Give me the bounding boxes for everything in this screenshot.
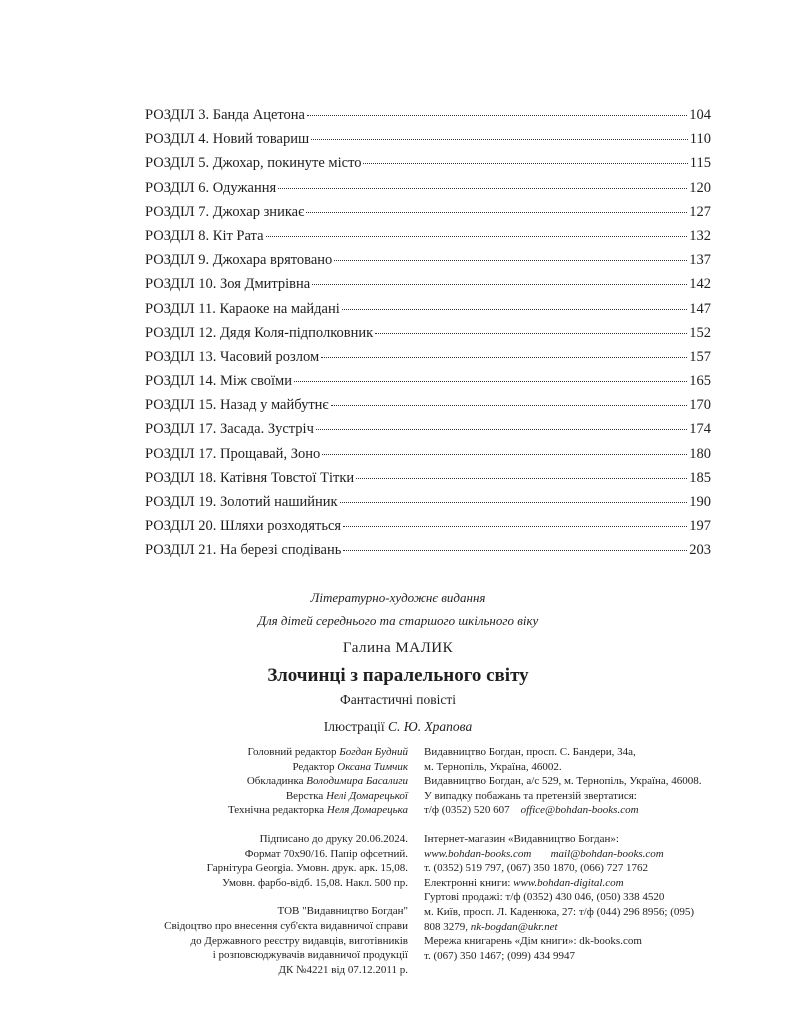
toc-leader-dots xyxy=(356,478,687,479)
kyiv-contact-line xyxy=(424,920,734,935)
illustrations-line xyxy=(0,719,796,735)
publisher-address: м. Тернопіль, Україна, 46002. xyxy=(424,760,562,773)
shop-label: Інтернет-магазин «Видавництво Богдан»: xyxy=(424,832,619,845)
book-subtitle: Фантастичні повісті xyxy=(340,692,456,707)
shop-phones: т. (0352) 519 797, (067) 350 1870, (066) 727 1762 xyxy=(424,862,648,875)
toc-leader-dots xyxy=(375,333,687,334)
publisher-info-line: і розповсюджувачів видавничої продукції xyxy=(212,949,408,962)
ebooks-label: Електронні книги: xyxy=(424,876,511,889)
toc-entry-page: 104 xyxy=(689,107,711,123)
toc-leader-dots xyxy=(322,454,687,455)
toc-leader-dots xyxy=(363,163,687,164)
toc-entry-page: 142 xyxy=(689,276,711,293)
bookstore-network-line: Мережа книгарень «Дім книги»: dk-books.com xyxy=(424,935,642,948)
credits-column xyxy=(108,745,408,977)
ebooks-line xyxy=(424,876,734,891)
toc-entry-page: 147 xyxy=(689,300,711,317)
publisher-info-line: ДК №4221 від 07.12.2011 р. xyxy=(278,963,408,976)
table-of-contents xyxy=(145,107,711,567)
toc-entry-page: 174 xyxy=(689,421,711,438)
credit-role: Верстка xyxy=(285,789,324,802)
toc-entry-page: 157 xyxy=(689,348,711,365)
kyiv-email-link[interactable]: nk-bogdan@ukr.net xyxy=(470,920,558,933)
toc-entry-title: РОЗДІЛ 19. Золотий нашийник xyxy=(145,494,338,510)
author-name: Галина МАЛИК xyxy=(342,640,454,656)
credit-line xyxy=(108,789,408,804)
toc-entry-title: РОЗДІЛ 15. Назад у майбутнє xyxy=(145,397,329,414)
credit-role: Обкладинка xyxy=(246,775,304,788)
credit-line xyxy=(108,803,408,818)
toc-leader-dots xyxy=(307,115,687,116)
credit-role: Редактор xyxy=(292,760,335,773)
shop-site-link[interactable]: www.bohdan-books.com xyxy=(424,847,532,860)
credit-name: Нелі Домарецької xyxy=(326,789,408,802)
toc-entry-title: РОЗДІЛ 6. Одужання xyxy=(145,179,277,196)
toc-entry-page: 203 xyxy=(689,542,711,559)
toc-entry-page: 132 xyxy=(689,227,711,244)
toc-entry-title: РОЗДІЛ 18. Катівня Товстої Тітки xyxy=(145,469,355,486)
toc-entry-page: 180 xyxy=(689,445,711,462)
credit-line xyxy=(108,745,408,760)
toc-entry xyxy=(145,301,711,325)
print-info-line: Умовн. фарбо-відб. 15,08. Накл. 500 пр. xyxy=(222,876,408,889)
toc-entry-page: 190 xyxy=(689,494,711,510)
toc-entry-title: РОЗДІЛ 12. Дядя Коля-підполковник xyxy=(145,324,374,341)
shop-contact-line xyxy=(424,847,734,862)
toc-entry-page: 185 xyxy=(689,469,711,486)
toc-leader-dots xyxy=(316,429,687,430)
toc-entry-page: 127 xyxy=(689,203,711,220)
publisher-info-line: ТОВ "Видавництво Богдан" xyxy=(277,905,408,918)
toc-leader-dots xyxy=(294,381,687,382)
toc-leader-dots xyxy=(340,502,688,503)
toc-leader-dots xyxy=(278,188,687,189)
toc-leader-dots xyxy=(331,405,688,406)
toc-leader-dots xyxy=(311,139,688,140)
illustrations-label: Ілюстрації xyxy=(323,719,385,734)
claims-note: У випадку побажань та претензій звертатися: xyxy=(424,789,637,802)
toc-leader-dots xyxy=(266,236,688,237)
toc-entry-title: РОЗДІЛ 21. На березі сподівань xyxy=(145,542,342,559)
spacer xyxy=(424,818,734,832)
toc-entry-title: РОЗДІЛ 14. Між своїми xyxy=(145,373,292,390)
toc-entry-title: РОЗДІЛ 3. Банда Ацетона xyxy=(145,107,305,123)
toc-entry-page: 110 xyxy=(689,131,711,148)
toc-entry xyxy=(145,204,711,228)
target-audience: Для дітей середнього та старшого шкільного віку xyxy=(257,613,539,628)
publisher-postal-address: Видавництво Богдан, а/с 529, м. Тернопіль, Україна, 46008. xyxy=(424,775,702,788)
toc-entry-title: РОЗДІЛ 4. Новий товариш xyxy=(145,131,310,148)
toc-entry xyxy=(145,228,711,252)
toc-entry xyxy=(145,446,711,470)
kyiv-phone: 808 3279, xyxy=(424,920,468,933)
toc-entry xyxy=(145,325,711,349)
kyiv-address-line: м. Київ, просп. Л. Каденюка, 27: т/ф (044) 296 8956; (095) xyxy=(424,905,695,918)
print-info-line: Підписано до друку 20.06.2024. xyxy=(259,832,408,845)
toc-leader-dots xyxy=(343,550,687,551)
toc-entry xyxy=(145,155,711,179)
illustrator-name: С. Ю. Храпова xyxy=(388,719,473,734)
toc-entry-title: РОЗДІЛ 8. Кіт Рата xyxy=(145,227,264,244)
toc-entry xyxy=(145,180,711,204)
toc-entry-title: РОЗДІЛ 7. Джохар зникає xyxy=(145,203,305,220)
toc-entry xyxy=(145,542,711,566)
toc-leader-dots xyxy=(306,212,687,213)
publisher-address: Видавництво Богдан, просп. С. Бандери, 34а, xyxy=(424,746,636,758)
toc-entry xyxy=(145,349,711,373)
credit-role: Технічна редакторка xyxy=(228,804,325,817)
toc-entry-title: РОЗДІЛ 9. Джохара врятовано xyxy=(145,252,333,269)
ebooks-site-link[interactable]: www.bohdan-digital.com xyxy=(513,876,624,889)
toc-entry-title: РОЗДІЛ 20. Шляхи розходяться xyxy=(145,518,342,535)
toc-entry xyxy=(145,276,711,300)
toc-leader-dots xyxy=(312,284,687,285)
toc-entry-page: 197 xyxy=(689,518,711,535)
toc-entry-title: РОЗДІЛ 13. Часовий розлом xyxy=(145,348,320,365)
toc-entry-title: РОЗДІЛ 11. Караоке на майдані xyxy=(145,300,340,317)
toc-entry xyxy=(145,107,711,131)
publisher-info-line: до Державного реєстру видавців, виготівників xyxy=(190,934,408,947)
edition-genre: Літературно-художнє видання xyxy=(310,590,486,605)
contacts-column xyxy=(424,745,734,963)
toc-entry-page: 115 xyxy=(689,155,711,172)
toc-leader-dots xyxy=(342,309,687,310)
credit-role: Головний редактор xyxy=(247,746,337,758)
toc-leader-dots xyxy=(343,526,687,527)
toc-entry xyxy=(145,421,711,445)
print-info-line: Формат 70x90/16. Папір офсетний. xyxy=(244,847,408,860)
shop-email-link[interactable]: mail@bohdan-books.com xyxy=(550,847,664,860)
toc-entry xyxy=(145,252,711,276)
toc-entry-title: РОЗДІЛ 17. Засада. Зустріч xyxy=(145,421,314,438)
bookstore-network-phones: т. (067) 350 1467; (099) 434 9947 xyxy=(424,949,575,962)
toc-leader-dots xyxy=(321,357,687,358)
credit-line xyxy=(108,760,408,775)
office-contact-line xyxy=(424,803,734,818)
toc-entry-page: 120 xyxy=(689,179,711,196)
credit-name: Оксана Тимчик xyxy=(337,760,408,773)
toc-entry-page: 165 xyxy=(689,373,711,390)
credit-name: Володимира Басалиги xyxy=(306,775,408,788)
toc-entry-title: РОЗДІЛ 10. Зоя Дмитрівна xyxy=(145,276,311,293)
credit-name: Богдан Будний xyxy=(339,746,408,758)
toc-entry-page: 170 xyxy=(689,397,711,414)
toc-entry xyxy=(145,373,711,397)
spacer xyxy=(108,890,408,904)
toc-entry xyxy=(145,131,711,155)
toc-entry-page: 137 xyxy=(689,252,711,269)
wholesale-line: Гуртові продажі: т/ф (0352) 430 046, (050) 338 4520 xyxy=(424,891,665,904)
toc-entry-page: 152 xyxy=(689,324,711,341)
toc-leader-dots xyxy=(334,260,687,261)
toc-entry xyxy=(145,470,711,494)
office-email-link[interactable]: office@bohdan-books.com xyxy=(520,804,639,817)
credit-line xyxy=(108,774,408,789)
toc-entry xyxy=(145,494,711,518)
toc-entry-title: РОЗДІЛ 5. Джохар, покинуте місто xyxy=(145,155,362,172)
print-info-line: Гарнітура Georgia. Умовн. друк. арк. 15,08. xyxy=(206,862,408,875)
book-title: Злочинці з паралельного світу xyxy=(267,665,529,686)
toc-entry-title: РОЗДІЛ 17. Прощавай, Зоно xyxy=(145,445,321,462)
credit-name: Неля Домарецька xyxy=(326,804,408,817)
toc-entry xyxy=(145,397,711,421)
publisher-info-line: Свідоцтво про внесення суб'єкта видавничої справи xyxy=(164,919,408,932)
spacer xyxy=(108,818,408,832)
toc-entry xyxy=(145,518,711,542)
office-phone: т/ф (0352) 520 607 xyxy=(424,804,510,817)
